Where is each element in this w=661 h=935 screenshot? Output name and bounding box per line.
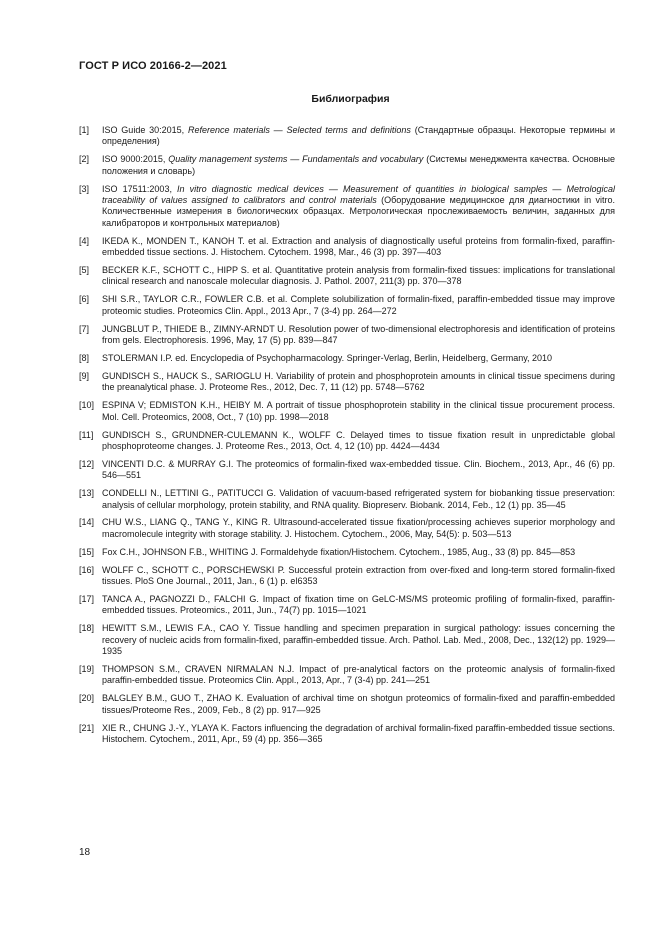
entry-text [102, 353, 615, 364]
entry-text-plain: ISO Guide 30:2015, [102, 125, 188, 135]
entry-text [102, 371, 615, 394]
entry-text [102, 488, 615, 511]
bibliography-entry [79, 125, 615, 148]
entry-number: [17] [79, 594, 95, 604]
entry-text-translation: (Оборудование медицинское для диагностики in vitro. Количественные измерения в биологических образцах. Метрологическая прослеживаемость величин, заданных для калибраторов и контрольных материалов) [102, 195, 615, 228]
bibliography-entry [79, 547, 615, 558]
entry-number: [11] [79, 429, 94, 440]
entry-text [102, 459, 615, 482]
entry-text [102, 517, 615, 540]
entry-title-italic: Quality management systems — Fundamentals and vocabulary [168, 154, 424, 165]
entry-number: [13] [79, 488, 95, 499]
entry-text [102, 184, 615, 230]
entry-text-plain: HEWITT S.M., LEWIS F.A., CAO Y. Tissue handling and specimen preparation in surgical pathology: issues concerning the recovery of nucleic acids from formalin-fixed, paraffin-embedded tissue. Arch. Pathol. Lab. Med., 2008, Dec., 132(12) pp. 1929—1935 [102, 623, 615, 657]
entry-text-plain: CONDELLI N., LETTINI G., PATITUCCI G. Validation of vacuum-based refrigerated system for biobanking tissue preservation: analysis of cellular morphology, protein stability, and RNA quality. Biopreserv. Biobank. 2014, Feb., 12 (1) pp. 35—45 [102, 488, 615, 510]
entry-number: [10] [79, 400, 95, 411]
bibliography-entry [79, 723, 615, 746]
entry-text [102, 400, 615, 423]
entry-text [102, 693, 615, 716]
entry-number: [21] [79, 722, 95, 733]
entry-title-italic: Reference materials — Selected terms and definitions [187, 125, 411, 135]
entry-text-plain: SHI S.R., TAYLOR C.R., FOWLER C.B. et al. Complete solubilization of formalin-fixed, paraffin-embedded tissue may improve proteomic studies. Proteomics Clin. Appl., 2013 Apr., 7 (3-4) pp. 264—272 [102, 294, 615, 316]
entry-text-plain: ISO 17511:2003, [102, 183, 178, 194]
entry-number: [12] [79, 458, 95, 469]
entry-text-plain: STOLERMAN I.P. ed. Encyclopedia of Psychopharmacology. Springer-Verlag, Berlin, Heidelberg, Germany, 2010 [102, 353, 553, 363]
entry-text [102, 125, 615, 148]
entry-text-plain: GUNDISCH S., HAUCK S., SARIOGLU H. Variability of protein and phosphoprotein amounts in clinical tissue specimens during the preanalytical phase. J. Proteome Res., 2012, Dec. 7, 11 (12) pp. 5748—5762 [102, 370, 615, 393]
bibliography-entry [79, 664, 615, 687]
entry-number: [7] [79, 323, 90, 334]
entry-text [102, 236, 615, 259]
bibliography-entry [79, 294, 615, 317]
entry-text-plain: TANCA A., PAGNOZZI D., FALCHI G. Impact of fixation time on GeLC-MS/MS proteomic profiling of formalin-fixed, paraffin-embedded tissues. Proteomics., 2011, Jun., 74(7) pp. 1015—1021 [102, 594, 615, 616]
entry-number: [18] [79, 623, 95, 634]
bibliography-entry [79, 594, 615, 617]
entry-number: [2] [79, 154, 90, 165]
bibliography-entry [79, 265, 615, 288]
entry-text-translation: (Стандартные образцы. Некоторые термины и определения) [102, 125, 615, 147]
entry-text [102, 565, 615, 588]
entry-number: [14] [79, 517, 95, 528]
entry-number: [20] [79, 693, 95, 704]
bibliography-entry [79, 184, 615, 230]
entry-text-plain: WOLFF C., SCHOTT C., PORSCHEWSKI P. Successful protein extraction from over-fixed and long-term stored formalin-fixed tissues. PloS One Journal., 2011, Jan., 6 (1) p. el6353 [102, 564, 615, 587]
bibliography-entry [79, 236, 615, 259]
entry-text [102, 547, 615, 558]
standard-header: ГОСТ Р ИСО 20166-2—2021 [79, 60, 227, 72]
page-number: 18 [79, 847, 91, 858]
entry-text [102, 623, 615, 657]
entry-number: [6] [79, 294, 90, 305]
entry-text-plain: GUNDISCH S., GRUNDNER-CULEMANN K., WOLFF C. Delayed times to tissue fixation result in unpredictable global phosphoproteome changes. J. Proteome Res., 2013, Oct. 4, 12 (10) pp. 4424—4434 [102, 429, 615, 451]
entry-text-plain: CHU W.S., LIANG Q., TANG Y., KING R. Ultrasound-accelerated tissue fixation/processing achieves superior morphology and macromolecule integrity with storage stability. J. Histochem. Cytochem., 2006, May, 54(5): p. 503—513 [102, 517, 615, 539]
entry-number: [3] [79, 183, 90, 194]
bibliography-entry [79, 459, 615, 482]
entry-number: [19] [79, 664, 95, 675]
entry-text [102, 294, 615, 317]
bibliography-entry [79, 371, 615, 394]
bibliography-entry [79, 324, 615, 347]
entry-text-plain: ISO 9000:2015, [102, 154, 169, 165]
entry-text [102, 265, 615, 288]
entry-text [102, 154, 615, 177]
entry-text [102, 664, 615, 687]
entry-title-italic: In vitro diagnostic medical devices — Measurement of quantities in biological samples — Metrological traceability of values assigned to calibrators and control materials [102, 183, 615, 206]
entry-number: [1] [79, 125, 90, 135]
bibliography-entry [79, 565, 615, 588]
entry-text [102, 594, 615, 617]
entry-text-plain: IKEDA K., MONDEN T., KANOH T. et al. Extraction and analysis of diagnostically useful proteins from formalin-fixed, paraffin-embedded tissue sections. J. Histochem. Cytochem. 1998, Mar., 46 (3) pp. 397—403 [102, 235, 615, 258]
section-title: Библиография [311, 93, 390, 105]
entry-text-translation: (Системы менеджмента качества. Основные положения и словарь) [102, 154, 615, 176]
bibliography-entry [79, 693, 615, 716]
entry-text-plain: Fox C.H., JOHNSON F.B., WHITING J. Formaldehyde fixation/Histochem. Cytochem., 1985, Aug., 33 (8) pp. 845—853 [102, 546, 576, 557]
entry-text-plain: VINCENTI D.C. & MURRAY G.I. The proteomics of formalin-fixed wax-embedded tissue. Clin. Biochem., 2013, Apr., 46 (6) pp. 546—551 [102, 458, 615, 481]
entry-text-plain: THOMPSON S.M., CRAVEN NIRMALAN N.J. Impact of pre-analytical factors on the proteomic analysis of formalin-fixed paraffin-embedded tissue. Proteomics Clin. Appl., 2013, Apr., 7 (3-4) pp. 241—251 [102, 664, 615, 686]
entry-number: [8] [79, 353, 90, 363]
entry-number: [9] [79, 370, 90, 381]
entry-text-plain: BALGLEY B.M., GUO T., ZHAO K. Evaluation of archival time on shotgun proteomics of formalin-fixed and paraffin-embedded tissues/Proteome Res., 2009, Feb., 8 (2) pp. 917—925 [102, 693, 615, 715]
entry-text [102, 723, 615, 746]
entry-number: [5] [79, 265, 90, 276]
entry-number: [16] [79, 564, 95, 575]
entry-text [102, 324, 615, 347]
entry-text [102, 430, 615, 453]
bibliography-list [79, 125, 615, 752]
entry-text-plain: ESPINA V; EDMISTON K.H., HEIBY M. A portrait of tissue phosphoprotein stability in the clinical tissue procurement process. Mol. Cell. Proteomics, 2008, Oct., 7 (10) pp. 1998—2018 [102, 400, 615, 422]
bibliography-entry [79, 488, 615, 511]
entry-number: [15] [79, 546, 95, 557]
bibliography-entry [79, 430, 615, 453]
entry-text-plain: BECKER K.F., SCHOTT C., HIPP S. et al. Quantitative protein analysis from formalin-fixed tissues: implications for translational clinical research and nanoscale molecular diagnosis. J. Pathol. 2007, 211(3) pp. 370—378 [102, 265, 615, 287]
bibliography-entry [79, 353, 615, 364]
bibliography-entry [79, 623, 615, 657]
bibliography-entry [79, 400, 615, 423]
bibliography-entry [79, 517, 615, 540]
bibliography-entry [79, 154, 615, 177]
entry-text-plain: XIE R., CHUNG J.-Y., YLAYA K. Factors influencing the degradation of archival formalin-fixed paraffin-embedded tissue sections. Histochem. Cytochem., 2011, Apr., 59 (4) pp. 356—365 [102, 722, 615, 745]
entry-number: [4] [79, 235, 90, 246]
entry-text-plain: JUNGBLUT P., THIEDE B., ZIMNY-ARNDT U. Resolution power of two-dimensional electrophoresis and identification of proteins from gels. Electrophoresis. 1996, May, 17 (5) pp. 839—847 [102, 323, 615, 346]
